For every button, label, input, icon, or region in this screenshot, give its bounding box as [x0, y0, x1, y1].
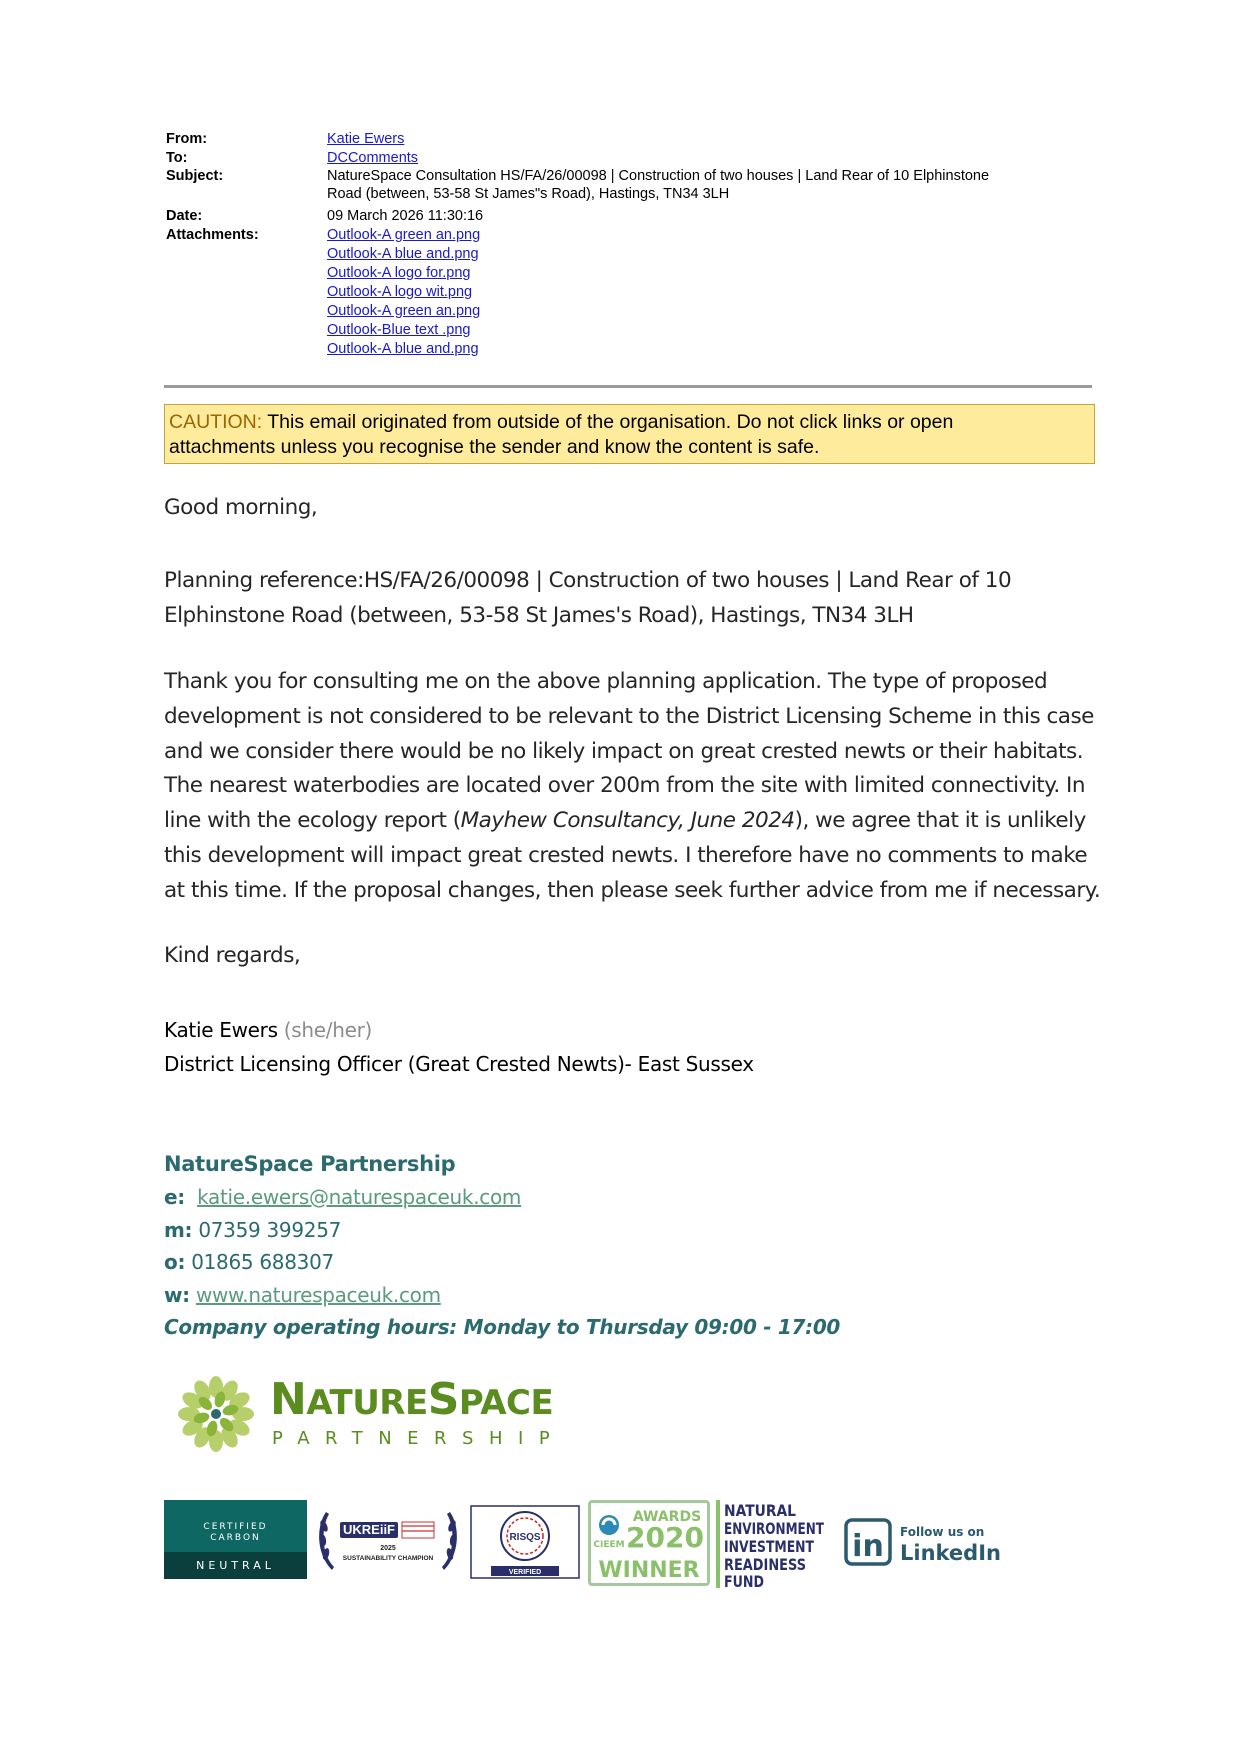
- date-row: [166, 207, 1096, 226]
- main-paragraph: [164, 665, 1104, 909]
- neirf-badge: [716, 1500, 826, 1591]
- contact-block: [164, 1148, 840, 1344]
- ukreiif-badge: [314, 1504, 462, 1576]
- caution-label: CAUTION:: [169, 411, 263, 433]
- sender-name: Katie Ewers: [164, 1018, 278, 1042]
- operating-hours: Company operating hours: Monday to Thursday 09:00 - 17:00: [164, 1315, 841, 1339]
- main-line: ), we agree that it is unlikely: [794, 808, 1086, 834]
- to-label: To:: [166, 149, 188, 166]
- logo-wordmark: NATURESPACE: [270, 1374, 554, 1425]
- svg-text:NATURAL: NATURAL: [724, 1501, 796, 1520]
- svg-text:AWARDS: AWARDS: [632, 1509, 702, 1525]
- attachments-list: [327, 226, 1096, 359]
- mobile-line: [164, 1214, 840, 1247]
- date-value: 09 March 2026 11:30:16: [327, 208, 484, 224]
- linkedin-icon: in: [852, 1529, 884, 1564]
- to-row: [166, 149, 1096, 168]
- svg-text:FUND: FUND: [724, 1572, 764, 1591]
- badge-row: [164, 1500, 1024, 1590]
- email-line: [164, 1181, 840, 1214]
- main-line: Thank you for consulting me on the above planning application. The type of proposed: [164, 669, 1048, 694]
- main-line: and we consider there would be no likely impact on great crested newts or their habitats.: [164, 738, 1084, 764]
- caution-text-2: attachments unless you recognise the sender and know the content is safe.: [169, 436, 820, 458]
- from-link[interactable]: Katie Ewers: [327, 131, 405, 147]
- svg-text:RISQS: RISQS: [509, 1532, 541, 1543]
- svg-text:VERIFIED: VERIFIED: [508, 1569, 542, 1576]
- attachment-link[interactable]: Outlook-A green an.png: [327, 226, 481, 243]
- svg-text:Follow us on: Follow us on: [900, 1525, 985, 1539]
- attachments-label: Attachments:: [166, 226, 259, 243]
- email-link[interactable]: katie.ewers@naturespaceuk.com: [197, 1185, 522, 1209]
- svg-text:WINNER: WINNER: [598, 1558, 700, 1583]
- from-label: From:: [166, 131, 208, 147]
- main-line: line with the ecology report (: [164, 808, 461, 834]
- attachment-link[interactable]: Outlook-A logo for.png: [327, 264, 471, 281]
- office-key: o:: [164, 1250, 186, 1274]
- signature-name: [164, 1018, 372, 1042]
- mobile-number: 07359 399257: [198, 1217, 342, 1242]
- report-citation: Mayhew Consultancy, June 2024: [460, 808, 795, 834]
- web-line: [164, 1279, 840, 1312]
- svg-text:CIEEM: CIEEM: [593, 1540, 625, 1550]
- org-name: NatureSpace Partnership: [164, 1152, 456, 1176]
- header-divider: [164, 385, 1092, 388]
- svg-text:ENVIRONMENT: ENVIRONMENT: [724, 1519, 825, 1538]
- from-row: [166, 130, 1096, 149]
- attachment-link[interactable]: Outlook-A logo wit.png: [327, 283, 473, 300]
- to-link[interactable]: DCComments: [327, 149, 419, 166]
- email-key: e:: [164, 1185, 185, 1209]
- pronouns: (she/her): [277, 1018, 373, 1042]
- main-line: development is not considered to be relevant to the District Licensing Scheme in this case: [164, 703, 1094, 729]
- caution-banner: [164, 404, 1095, 464]
- subject-label: Subject:: [166, 168, 224, 184]
- office-number: 01865 688307: [191, 1250, 334, 1274]
- mobile-key: m:: [164, 1217, 193, 1242]
- svg-text:UKREiiF: UKREiiF: [343, 1522, 395, 1537]
- naturespace-logo: [176, 1370, 586, 1460]
- main-line: this development will impact great crested newts. I therefore have no comments to make: [164, 842, 1088, 868]
- carbon-neutral-badge: CERTIFIED CARBON NEUTRAL: [164, 1500, 307, 1579]
- subject-line-1: NatureSpace Consultation HS/FA/26/00098 | Construction of two houses | Land Rear of 10 Elphinstone: [327, 168, 990, 184]
- cieem-awards-badge: [588, 1500, 710, 1586]
- svg-text:2025: 2025: [380, 1545, 396, 1552]
- subject-row: [166, 167, 1096, 203]
- svg-text:LinkedIn: LinkedIn: [900, 1541, 1001, 1565]
- ref-line-2: Elphinstone Road (between, 53-58 St James's Road), Hastings, TN34 3LH: [164, 603, 914, 628]
- svg-text:READINESS: READINESS: [724, 1555, 806, 1574]
- signature-title: District Licensing Officer (Great Crested Newts)- East Sussex: [164, 1052, 754, 1076]
- email-header: [166, 130, 1096, 359]
- office-line: [164, 1246, 840, 1279]
- linkedin-follow-button[interactable]: [844, 1516, 1004, 1568]
- web-link[interactable]: www.naturespaceuk.com: [195, 1282, 441, 1307]
- flower-icon: [176, 1374, 256, 1454]
- logo-subtitle: PARTNERSHIP: [272, 1428, 566, 1449]
- attachment-link[interactable]: Outlook-Blue text .png: [327, 321, 471, 338]
- subject-line-2: Road (between, 53-58 St James"s Road), Hastings, TN34 3LH: [327, 186, 730, 202]
- caution-text-1: This email originated from outside of the organisation. Do not click links or open: [262, 411, 954, 433]
- svg-text:SUSTAINABILITY CHAMPION: SUSTAINABILITY CHAMPION: [342, 1555, 434, 1562]
- ref-line-1: Planning reference:HS/FA/26/00098 | Construction of two houses | Land Rear of 10: [164, 568, 1012, 593]
- closing: Kind regards,: [164, 943, 301, 968]
- main-line: at this time. If the proposal changes, then please seek further advice from me if necessary.: [164, 877, 1101, 903]
- svg-text:INVESTMENT: INVESTMENT: [724, 1537, 815, 1556]
- planning-reference: [164, 563, 1104, 633]
- web-key: w:: [164, 1282, 190, 1307]
- greeting: Good morning,: [164, 495, 318, 520]
- main-line: The nearest waterbodies are located over 200m from the site with limited connectivity. In: [164, 773, 1086, 799]
- attachments-row: [166, 226, 1096, 359]
- attachment-link[interactable]: Outlook-A blue and.png: [327, 340, 479, 357]
- attachment-link[interactable]: Outlook-A green an.png: [327, 302, 481, 319]
- subject-value: [327, 167, 1096, 203]
- attachment-link[interactable]: Outlook-A blue and.png: [327, 245, 479, 262]
- svg-text:2020: 2020: [626, 1521, 704, 1554]
- date-label: Date:: [166, 208, 203, 224]
- risqs-verified-badge: [469, 1504, 581, 1580]
